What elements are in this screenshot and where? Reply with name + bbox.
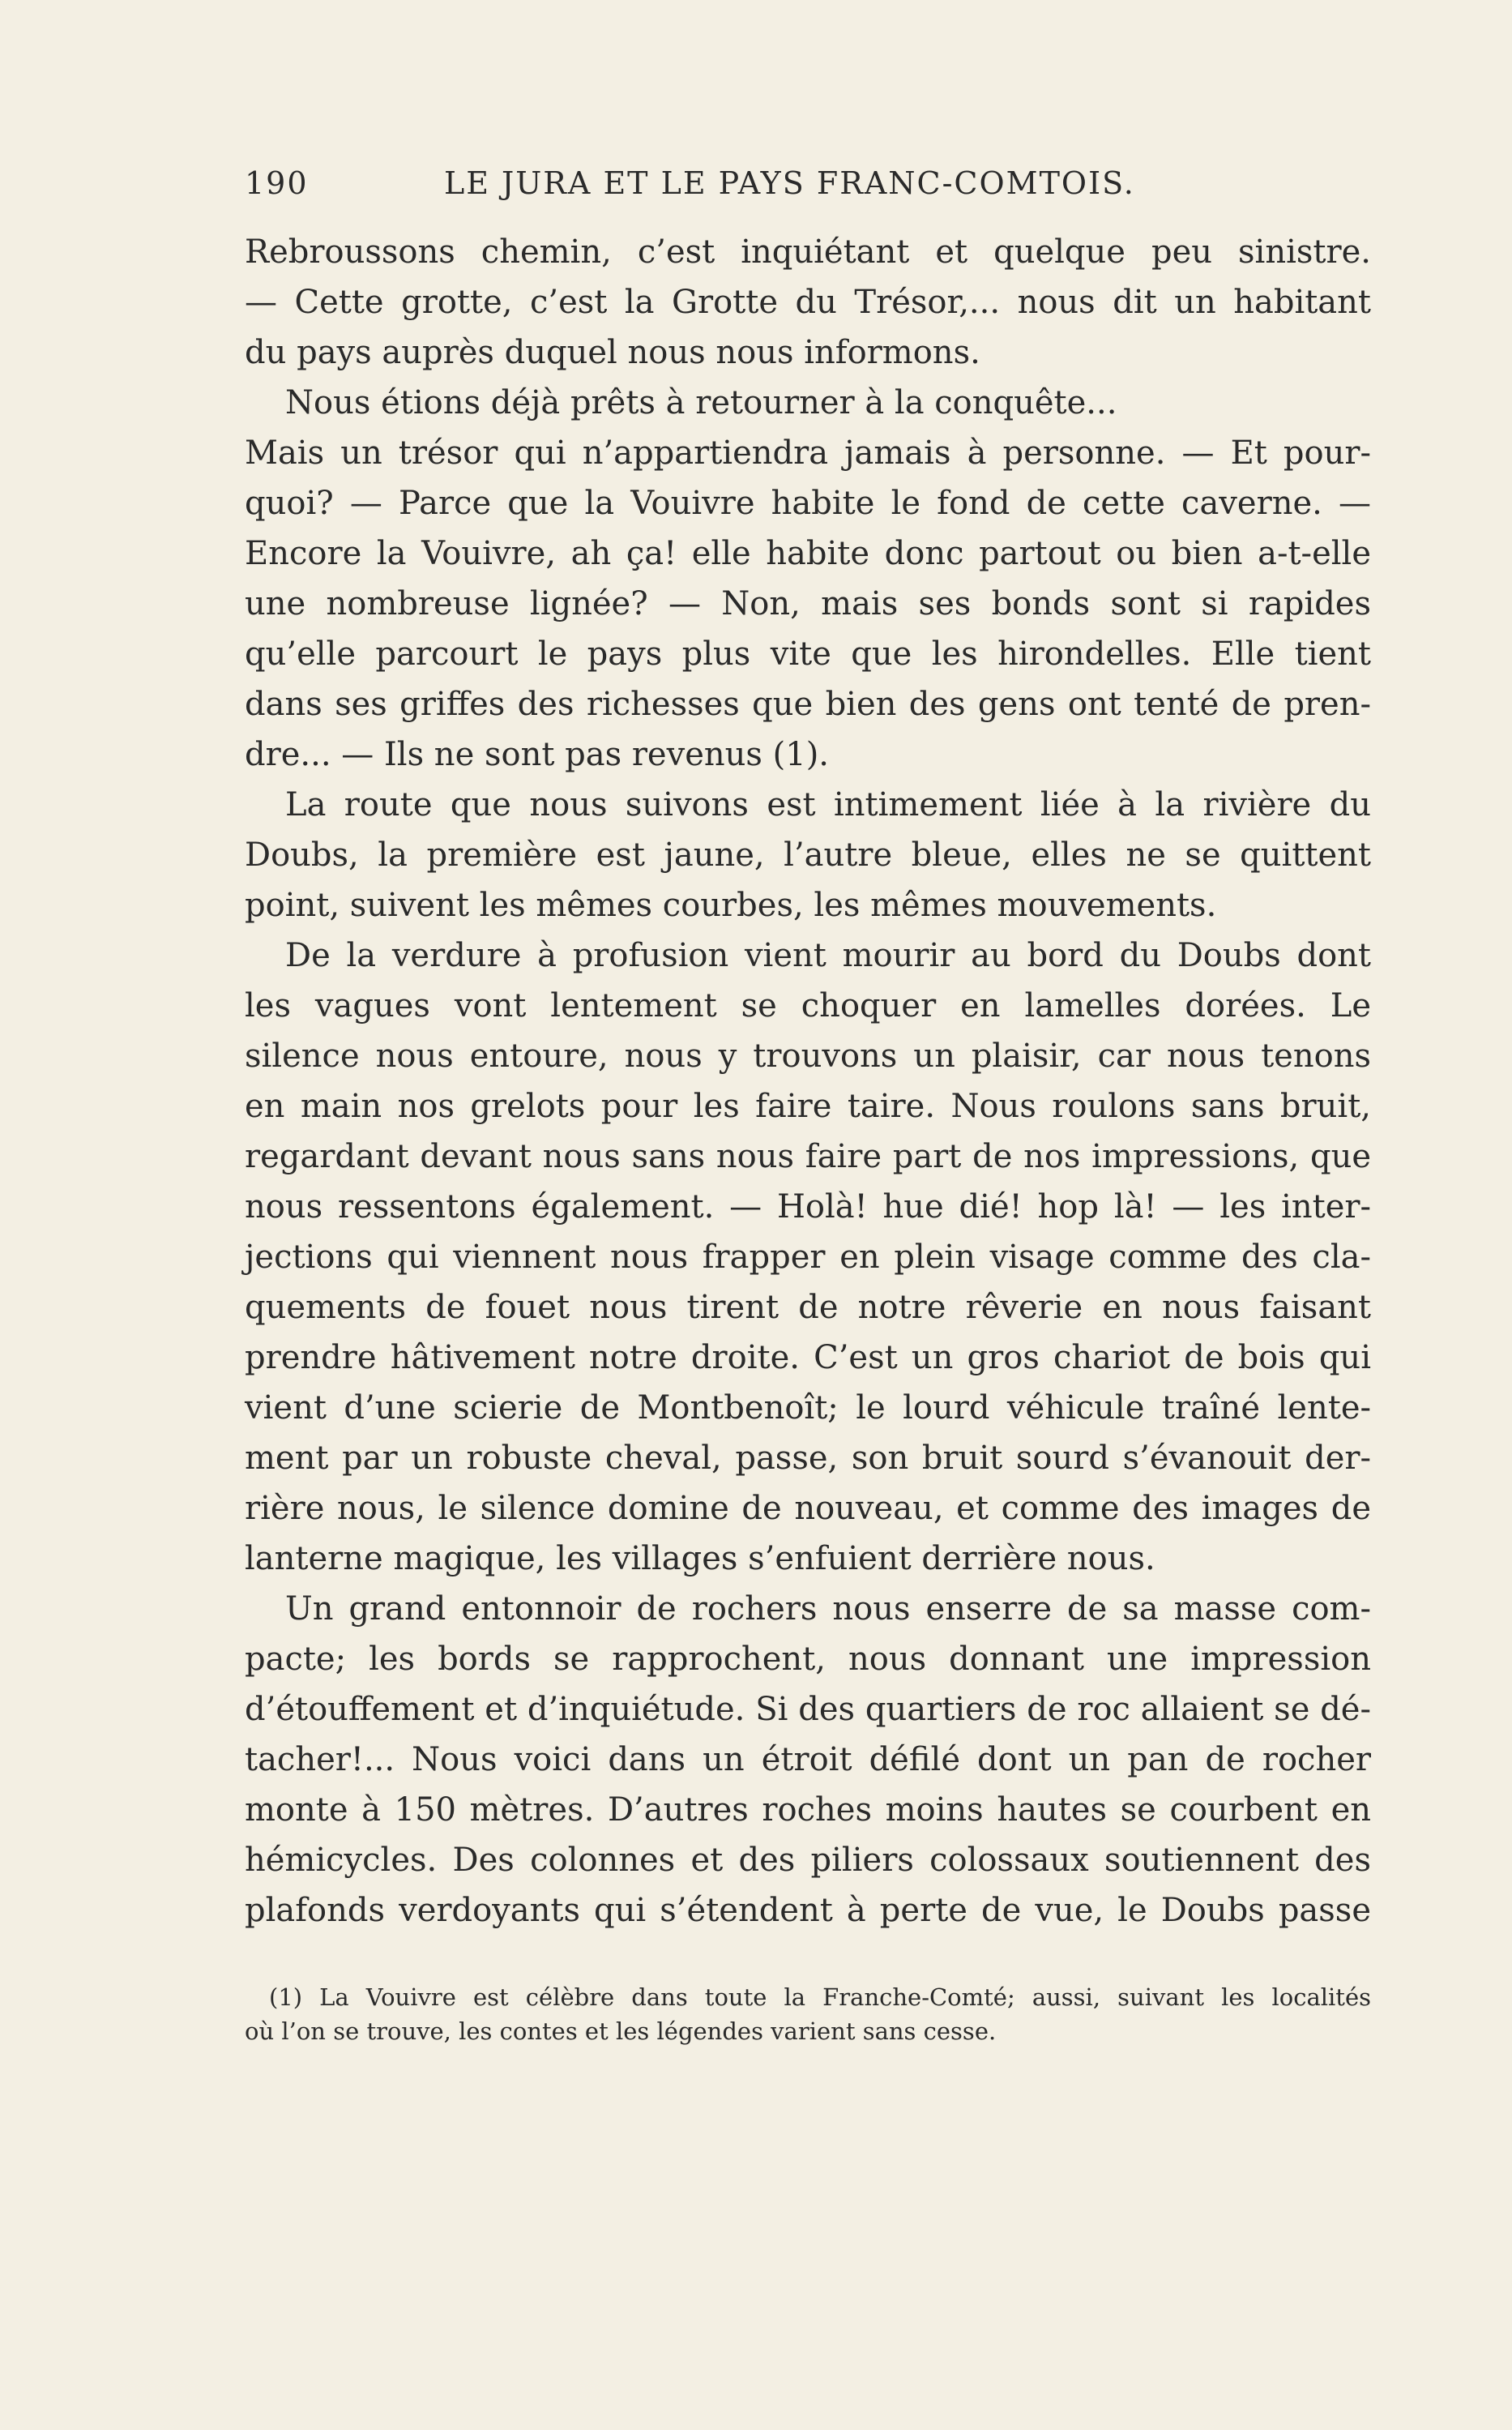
text-line: en main nos grelots pour les faire taire. Nous roulons sans bruit, [245,1088,1371,1125]
text-line: prendre hâtivement notre droite. C’est un gros chariot de bois qui [245,1339,1371,1376]
footnotes [245,1980,1371,2048]
text-line: De la verdure à profusion vient mourir au bord du Doubs dont [285,937,1371,974]
text-line: Un grand entonnoir de rochers nous enserre de sa masse com- [285,1590,1371,1628]
text-line: Doubs, la première est jaune, l’autre bleue, elles ne se quittent [245,836,1371,874]
text-line: Nous étions déjà prêts à retourner à la conquête... [285,384,1117,421]
text-line: quements de fouet nous tirent de notre rêverie en nous faisant [245,1289,1371,1326]
body-text [245,227,1371,1936]
text-line: dans ses griffes des richesses que bien des gens ont tenté de pren- [245,686,1371,723]
text-line: jections qui viennent nous frapper en plein visage comme des cla- [245,1239,1371,1276]
text-line: vient d’une scierie de Montbenoît; le lourd véhicule traîné lente- [245,1389,1371,1427]
text-line: Mais un trésor qui n’appartiendra jamais à personne. — Et pour- [245,434,1371,472]
running-title: LE JURA ET LE PAYS FRANC-COMTOIS. [444,165,1135,201]
text-line: La route que nous suivons est intimement liée à la rivière du [285,786,1371,824]
text-line: Rebroussons chemin, c’est inquiétant et quelque peu sinistre. [245,233,1371,271]
text-line: rière nous, le silence domine de nouveau, et comme des images de [245,1490,1371,1527]
text-line: — Cette grotte, c’est la Grotte du Trésor,... nous dit un habitant [245,284,1371,321]
text-line: monte à 150 mètres. D’autres roches moins hautes se courbent en [245,1791,1371,1829]
text-line: une nombreuse lignée? — Non, mais ses bonds sont si rapides [245,585,1371,622]
text-line: ment par un robuste cheval, passe, son bruit sourd s’évanouit der- [245,1440,1371,1477]
text-line: hémicycles. Des colonnes et des piliers colossaux soutiennent des [245,1842,1371,1879]
page-header [245,165,1420,214]
text-line: dre... — Ils ne sont pas revenus (1). [245,736,830,773]
text-line: du pays auprès duquel nous nous informons. [245,334,980,371]
text-line: nous ressentons également. — Holà! hue dié! hop là! — les inter- [245,1188,1371,1226]
text-line: point, suivent les mêmes courbes, les mêmes mouvements. [245,887,1217,924]
text-line: quoi? — Parce que la Vouivre habite le fond de cette caverne. — [245,485,1371,522]
page-number: 190 [245,165,309,201]
text-line: tacher!... Nous voici dans un étroit défilé dont un pan de rocher [245,1741,1371,1778]
footnote-line: où l’on se trouve, les contes et les légendes varient sans cesse. [245,2017,997,2045]
text-line: plafonds verdoyants qui s’étendent à perte de vue, le Doubs passe [245,1892,1371,1929]
footnote-line: (1) La Vouivre est célèbre dans toute la Franche-Comté; aussi, suivant les localités [269,1983,1371,2011]
text-line: lanterne magique, les villages s’enfuient derrière nous. [245,1540,1155,1577]
text-line: d’étouffement et d’inquiétude. Si des quartiers de roc allaient se dé- [245,1691,1371,1728]
text-line: regardant devant nous sans nous faire part de nos impressions, que [245,1138,1371,1175]
text-line: les vagues vont lentement se choquer en lamelles dorées. Le [245,987,1371,1025]
text-line: qu’elle parcourt le pays plus vite que les hirondelles. Elle tient [245,635,1371,673]
text-line: Encore la Vouivre, ah ça! elle habite donc partout ou bien a-t-elle [245,535,1371,572]
text-line: silence nous entoure, nous y trouvons un plaisir, car nous tenons [245,1037,1371,1075]
text-line: pacte; les bords se rapprochent, nous donnant une impression [245,1641,1371,1678]
